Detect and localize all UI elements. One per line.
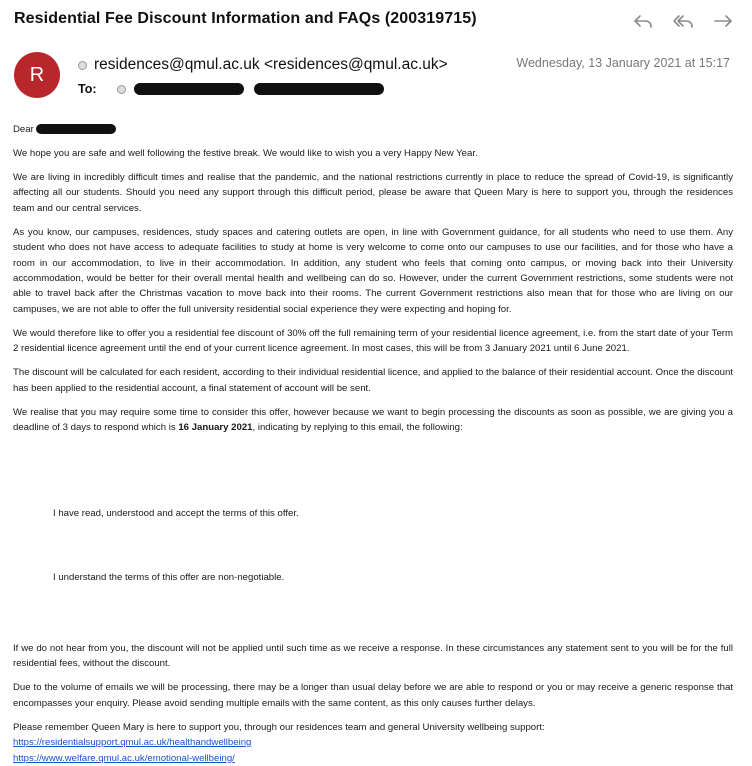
paragraph: We are living in incredibly difficult times and realise that the pandemic, and the national restrictions currently in place to reduce the spread of Covid-19, is significantly affecting all our students. Should you need any support through this difficult period, please be aware that Queen Mary is here to support you, through the residences team and our central services. <box>13 172 733 214</box>
paragraph: As you know, our campuses, residences, study spaces and catering outlets are open, in line with Government guidance, for all students who need to use them. Any student who does not have access to adequate facilities to study at home is very welcome to come onto our campuses to use our facilities, and for those who have a room in our accommodation, to live in their accommodation. In addition, any student who feels that coming onto campus, or moving back into their University accommodation, would be better for their overall mental health and wellbeing can do so. However, under the current Government restrictions, some students were not able to travel back after the Christmas vacation to move back into their rooms. The current Government restrictions also mean that for those who are living on our campuses, we are not able to offer the full university residential social experience they were expecting and hoping for. <box>13 226 733 315</box>
greeting-line: Dear <box>13 122 733 137</box>
recipient-line <box>78 82 384 96</box>
redacted-recipient-name <box>134 83 244 95</box>
paragraph: We realise that you may require some time to consider this offer, however because we want to begin processing the discounts as soon as possible, we are giving you a deadline of 3 days to respond which is 16 January 2021, indicating by replying to this email, the following: <box>13 406 733 434</box>
wellbeing-link[interactable]: https://residentialsupport.qmul.ac.uk/healthandwellbeing <box>13 737 252 749</box>
reply-all-icon[interactable] <box>672 12 694 32</box>
acknowledgement-line: I understand the terms of this offer are non-negotiable. <box>53 572 285 584</box>
paragraph: Due to the volume of emails we will be processing, there may be a longer than usual delay before we are able to respond or you or may receive a generic response that encompasses your enquiry. Please avoid sending multiple emails with the same content, as this only causes further delays. <box>13 682 733 709</box>
sender-address[interactable]: residences@qmul.ac.uk <residences@qmul.ac.uk> <box>94 56 448 73</box>
recipient-status-icon <box>117 85 126 94</box>
email-subject: Residential Fee Discount Information and FAQs (200319715) <box>14 10 477 27</box>
paragraph: We hope you are safe and well following the festive break. We would like to wish you a very Happy New Year. <box>13 148 478 159</box>
message-actions <box>632 12 734 32</box>
forward-icon[interactable] <box>712 12 734 32</box>
redacted-recipient-address <box>254 83 384 95</box>
paragraph: We would therefore like to offer you a residential fee discount of 30% off the full remaining term of your residential licence agreement, i.e. from the start date of your Term 2 residential licence agreement until the end of your current licence agreement. In most cases, this will be from 3 January 2021 until 6 June 2021. <box>13 327 733 355</box>
welfare-link[interactable]: https://www.welfare.qmul.ac.uk/emotional-wellbeing/ <box>13 752 235 764</box>
email-body <box>13 122 733 766</box>
paragraph: If we do not hear from you, the discount will not be applied until such time as we receive a response. In these circumstances any statement sent to you will be for the full residential fees, without the discount. <box>13 642 733 670</box>
message-date: Wednesday, 13 January 2021 at 15:17 <box>516 56 730 70</box>
sender-status-icon <box>78 61 87 70</box>
deadline-date: 16 January 2021 <box>178 422 253 434</box>
acknowledgement-line: I have read, understood and accept the terms of this offer. <box>53 508 299 520</box>
paragraph: The discount will be calculated for each resident, according to their individual residential licence, and applied to the balance of their residential account. Once the discount has been applied to the residential account, a final statement of account will be sent. <box>13 367 733 394</box>
reply-icon[interactable] <box>632 12 654 32</box>
to-label: To: <box>78 82 97 96</box>
sender-line <box>78 56 448 74</box>
sender-avatar: R <box>14 52 60 98</box>
paragraph: Please remember Queen Mary is here to support you, through our residences team and general University wellbeing support: <box>13 721 545 733</box>
redacted-name <box>36 124 116 134</box>
